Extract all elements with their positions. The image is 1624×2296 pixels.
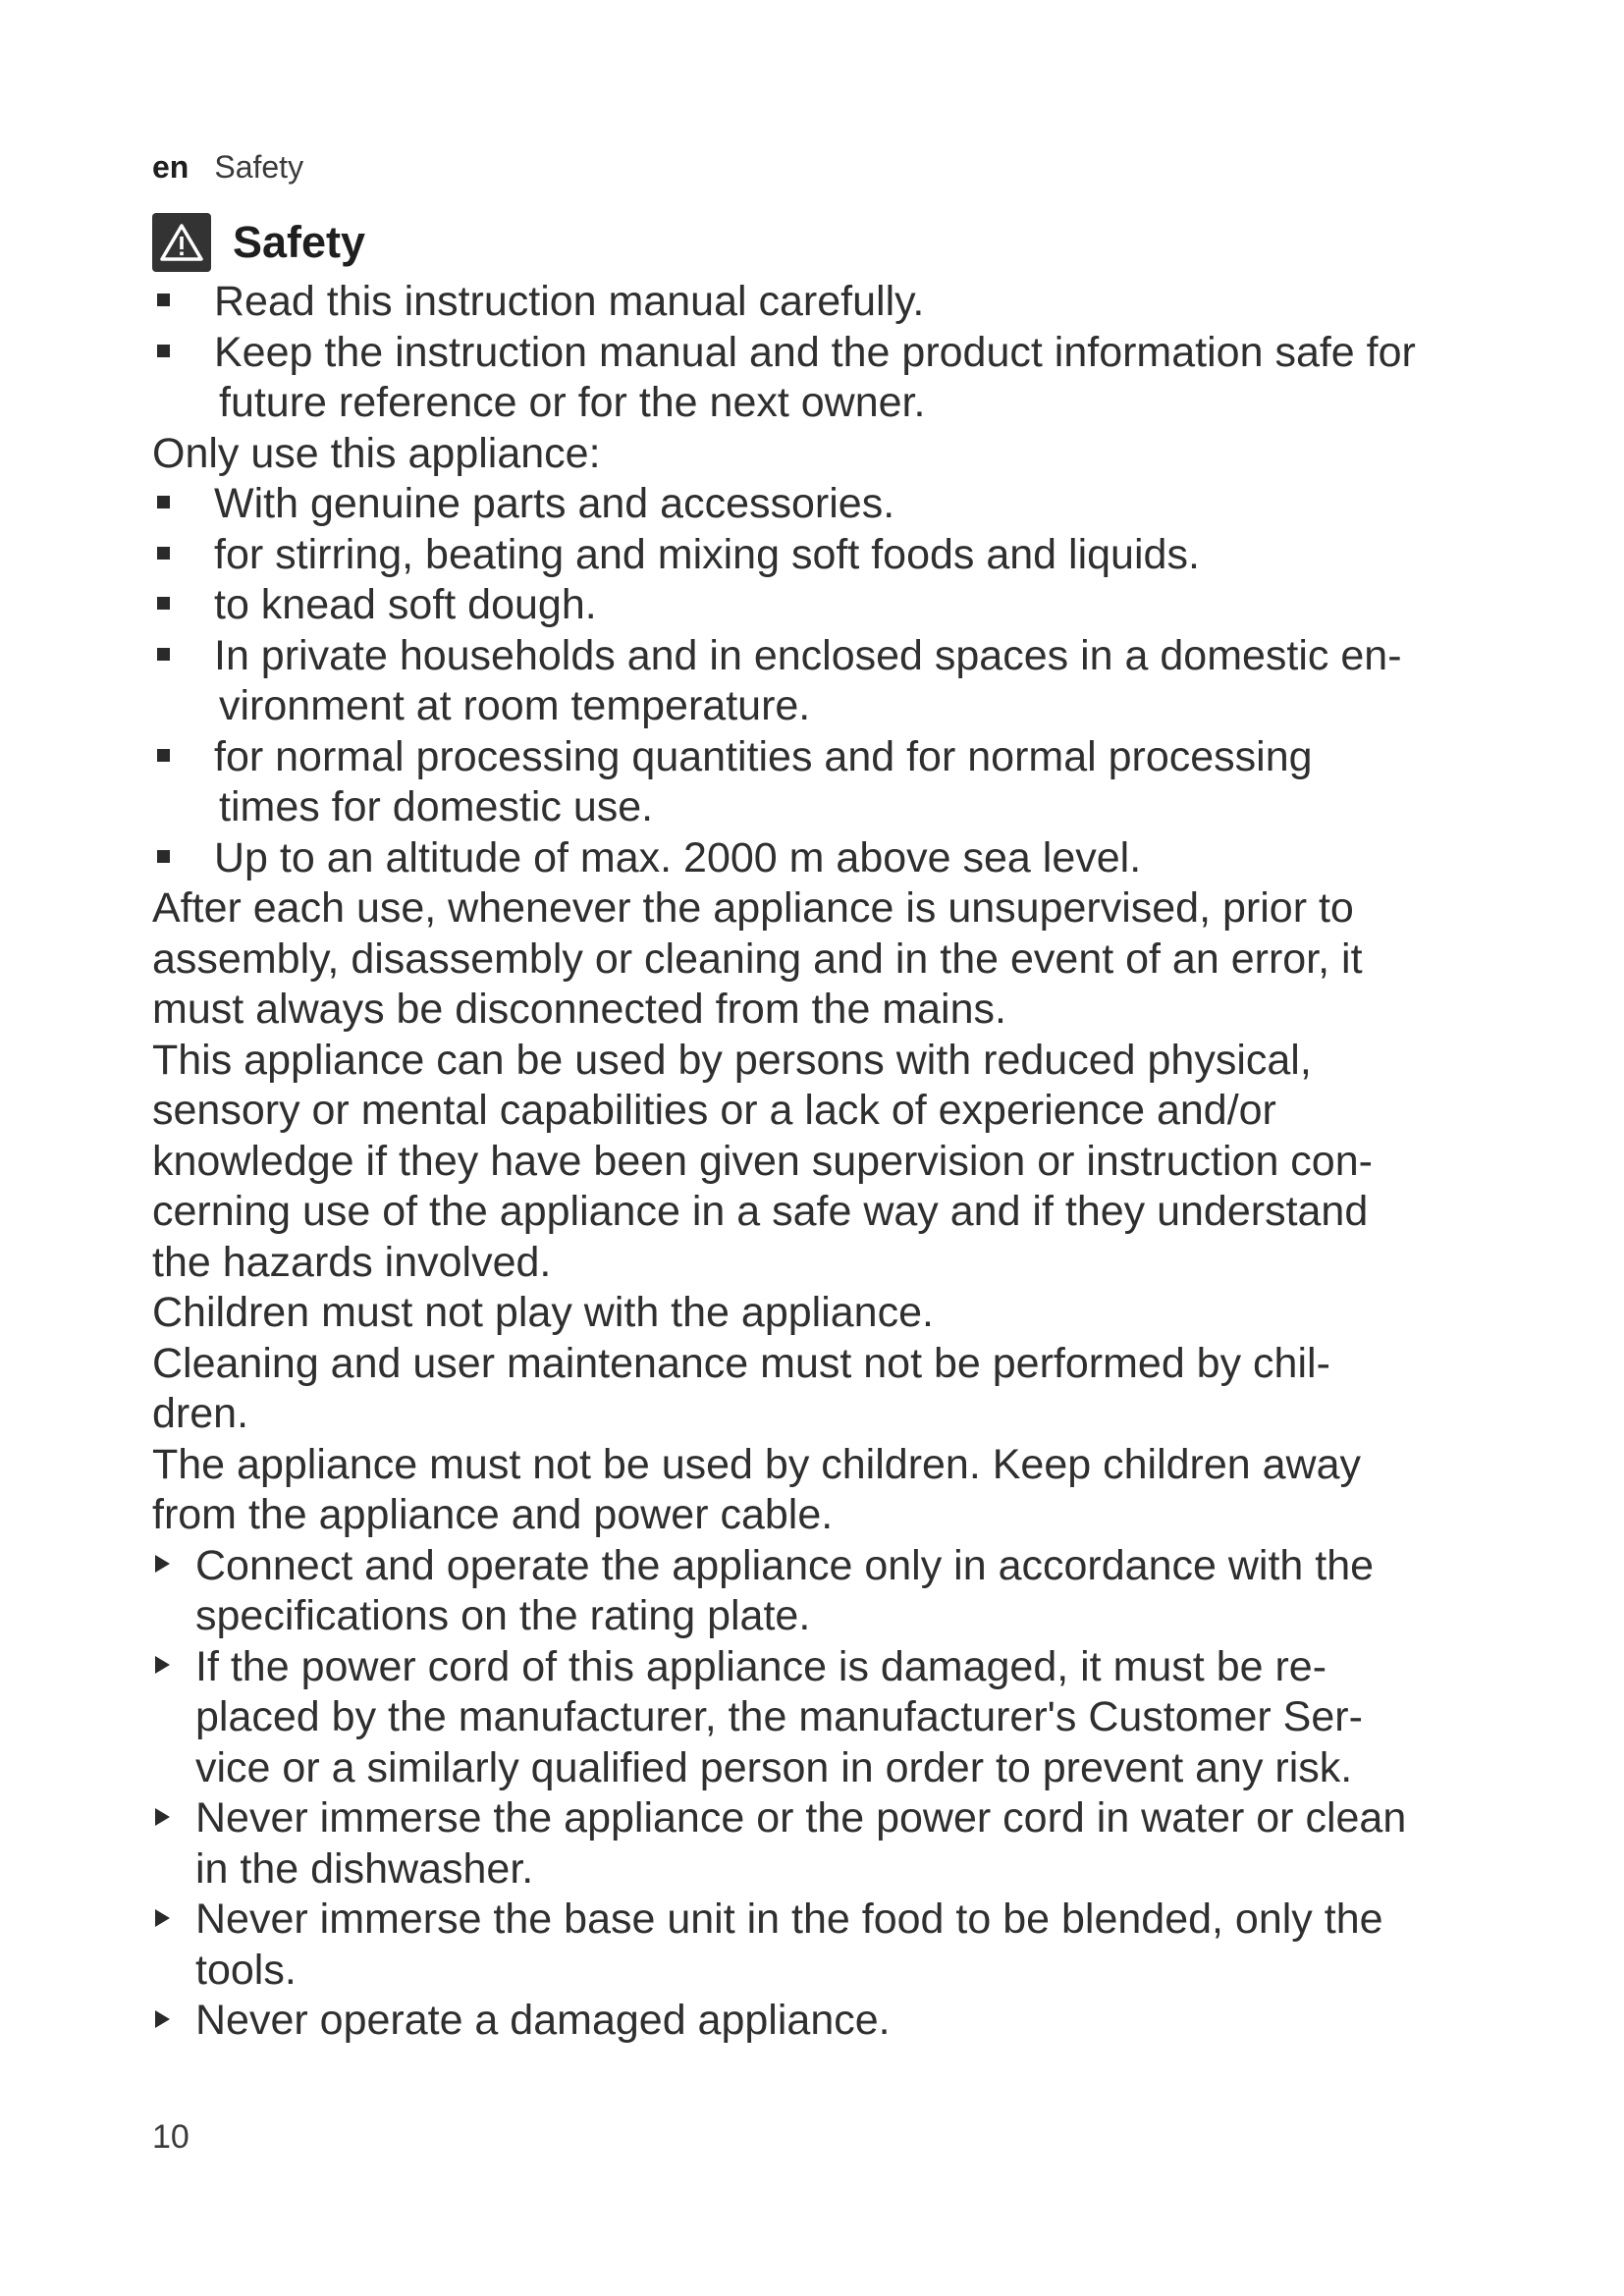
warning-triangle-icon <box>152 213 211 272</box>
bullet-square-icon <box>157 749 170 762</box>
instruction-text: vice or a similarly qualified person in order to prevent any risk. <box>195 1743 1353 1791</box>
list-item <box>152 479 1527 530</box>
bullet-square-icon <box>157 294 170 306</box>
language-code: en <box>152 149 189 185</box>
list-item-text: vironment at room temperature. <box>219 682 811 729</box>
arrow-right-icon <box>155 1555 170 1573</box>
paragraph-line: Cleaning and user maintenance must not be performed by chil- <box>152 1339 1330 1387</box>
paragraph-line: The appliance must not be used by children. Keep children away <box>152 1440 1362 1488</box>
paragraph-line: sensory or mental capabilities or a lack of experience and/or <box>152 1087 1276 1134</box>
section-heading <box>152 208 1527 277</box>
safety-section <box>152 208 1527 2047</box>
paragraph <box>152 1036 1527 1289</box>
instruction-text: Never immerse the appliance or the power cord in water or clean <box>195 1794 1407 1842</box>
list-item-text: Up to an altitude of max. 2000 m above sea level. <box>214 833 1142 881</box>
paragraph <box>152 883 1527 1036</box>
instruction-text: If the power cord of this appliance is damaged, it must be re- <box>195 1642 1327 1690</box>
use-bullet-list <box>152 479 1527 883</box>
list-item <box>152 328 1527 429</box>
paragraph <box>152 1339 1527 1440</box>
instruction-item <box>152 1895 1527 1996</box>
paragraph-line: cerning use of the appliance in a safe way and if they understand <box>152 1188 1369 1235</box>
page-number: 10 <box>152 2118 189 2156</box>
instruction-text: specifications on the rating plate. <box>195 1592 811 1639</box>
instruction-text: placed by the manufacturer, the manufacturer's Customer Ser- <box>195 1693 1363 1740</box>
list-item-text: Keep the instruction manual and the product information safe for <box>214 328 1416 376</box>
list-item-text: for normal processing quantities and for normal processing <box>214 732 1313 780</box>
instruction-item <box>152 1642 1527 1794</box>
paragraph-line: knowledge if they have been given supervision or instruction con- <box>152 1137 1373 1185</box>
list-item-text: Read this instruction manual carefully. <box>214 278 925 325</box>
paragraph-line: dren. <box>152 1390 249 1437</box>
running-header <box>152 147 303 187</box>
section-title: Safety <box>233 217 366 267</box>
bullet-square-icon <box>157 597 170 610</box>
list-item <box>152 833 1527 884</box>
paragraph-line: Children must not play with the appliance. <box>152 1289 934 1336</box>
paragraph-line: assembly, disassembly or cleaning and in the event of an error, it <box>152 934 1363 983</box>
running-section-title: Safety <box>214 149 304 185</box>
list-item <box>152 530 1527 581</box>
paragraph-line: must always be disconnected from the mains. <box>152 986 1006 1033</box>
bullet-square-icon <box>157 547 170 560</box>
arrow-right-icon <box>155 1909 170 1927</box>
list-item-text: to knead soft dough. <box>214 581 597 628</box>
list-item-text: In private households and in enclosed spaces in a domestic en- <box>214 631 1402 679</box>
paragraph-line: After each use, whenever the appliance is unsupervised, prior to <box>152 884 1354 932</box>
instruction-text: in the dishwasher. <box>195 1844 534 1893</box>
list-item <box>152 580 1527 631</box>
use-intro: Only use this appliance: <box>152 429 601 477</box>
list-item-text: With genuine parts and accessories. <box>214 480 895 527</box>
list-item-text: future reference or for the next owner. <box>219 379 926 426</box>
bullet-square-icon <box>157 648 170 661</box>
instruction-text: Never operate a damaged appliance. <box>195 1997 891 2044</box>
paragraph <box>152 1288 1527 1339</box>
arrow-right-icon <box>155 2010 170 2028</box>
instruction-text: tools. <box>195 1946 297 1994</box>
list-item <box>152 277 1527 328</box>
instruction-item <box>152 1996 1527 2047</box>
intro-bullet-list <box>152 277 1527 429</box>
list-item-text: times for domestic use. <box>219 783 654 830</box>
paragraph <box>152 1440 1527 1541</box>
instruction-item <box>152 1541 1527 1642</box>
instruction-item <box>152 1793 1527 1895</box>
bullet-square-icon <box>157 345 170 357</box>
paragraph-line: This appliance can be used by persons with reduced physical, <box>152 1036 1312 1084</box>
instruction-list <box>152 1541 1527 2047</box>
list-item <box>152 732 1527 833</box>
list-item-text: for stirring, beating and mixing soft foods and liquids. <box>214 530 1200 578</box>
paragraph-line: the hazards involved. <box>152 1238 552 1286</box>
arrow-right-icon <box>155 1808 170 1826</box>
bullet-square-icon <box>157 496 170 508</box>
bullet-square-icon <box>157 850 170 863</box>
list-item <box>152 631 1527 732</box>
instruction-text: Never immerse the base unit in the food to be blended, only the <box>195 1896 1383 1943</box>
instruction-text: Connect and operate the appliance only in accordance with the <box>195 1541 1375 1589</box>
arrow-right-icon <box>155 1656 170 1674</box>
paragraph-line: from the appliance and power cable. <box>152 1491 834 1538</box>
